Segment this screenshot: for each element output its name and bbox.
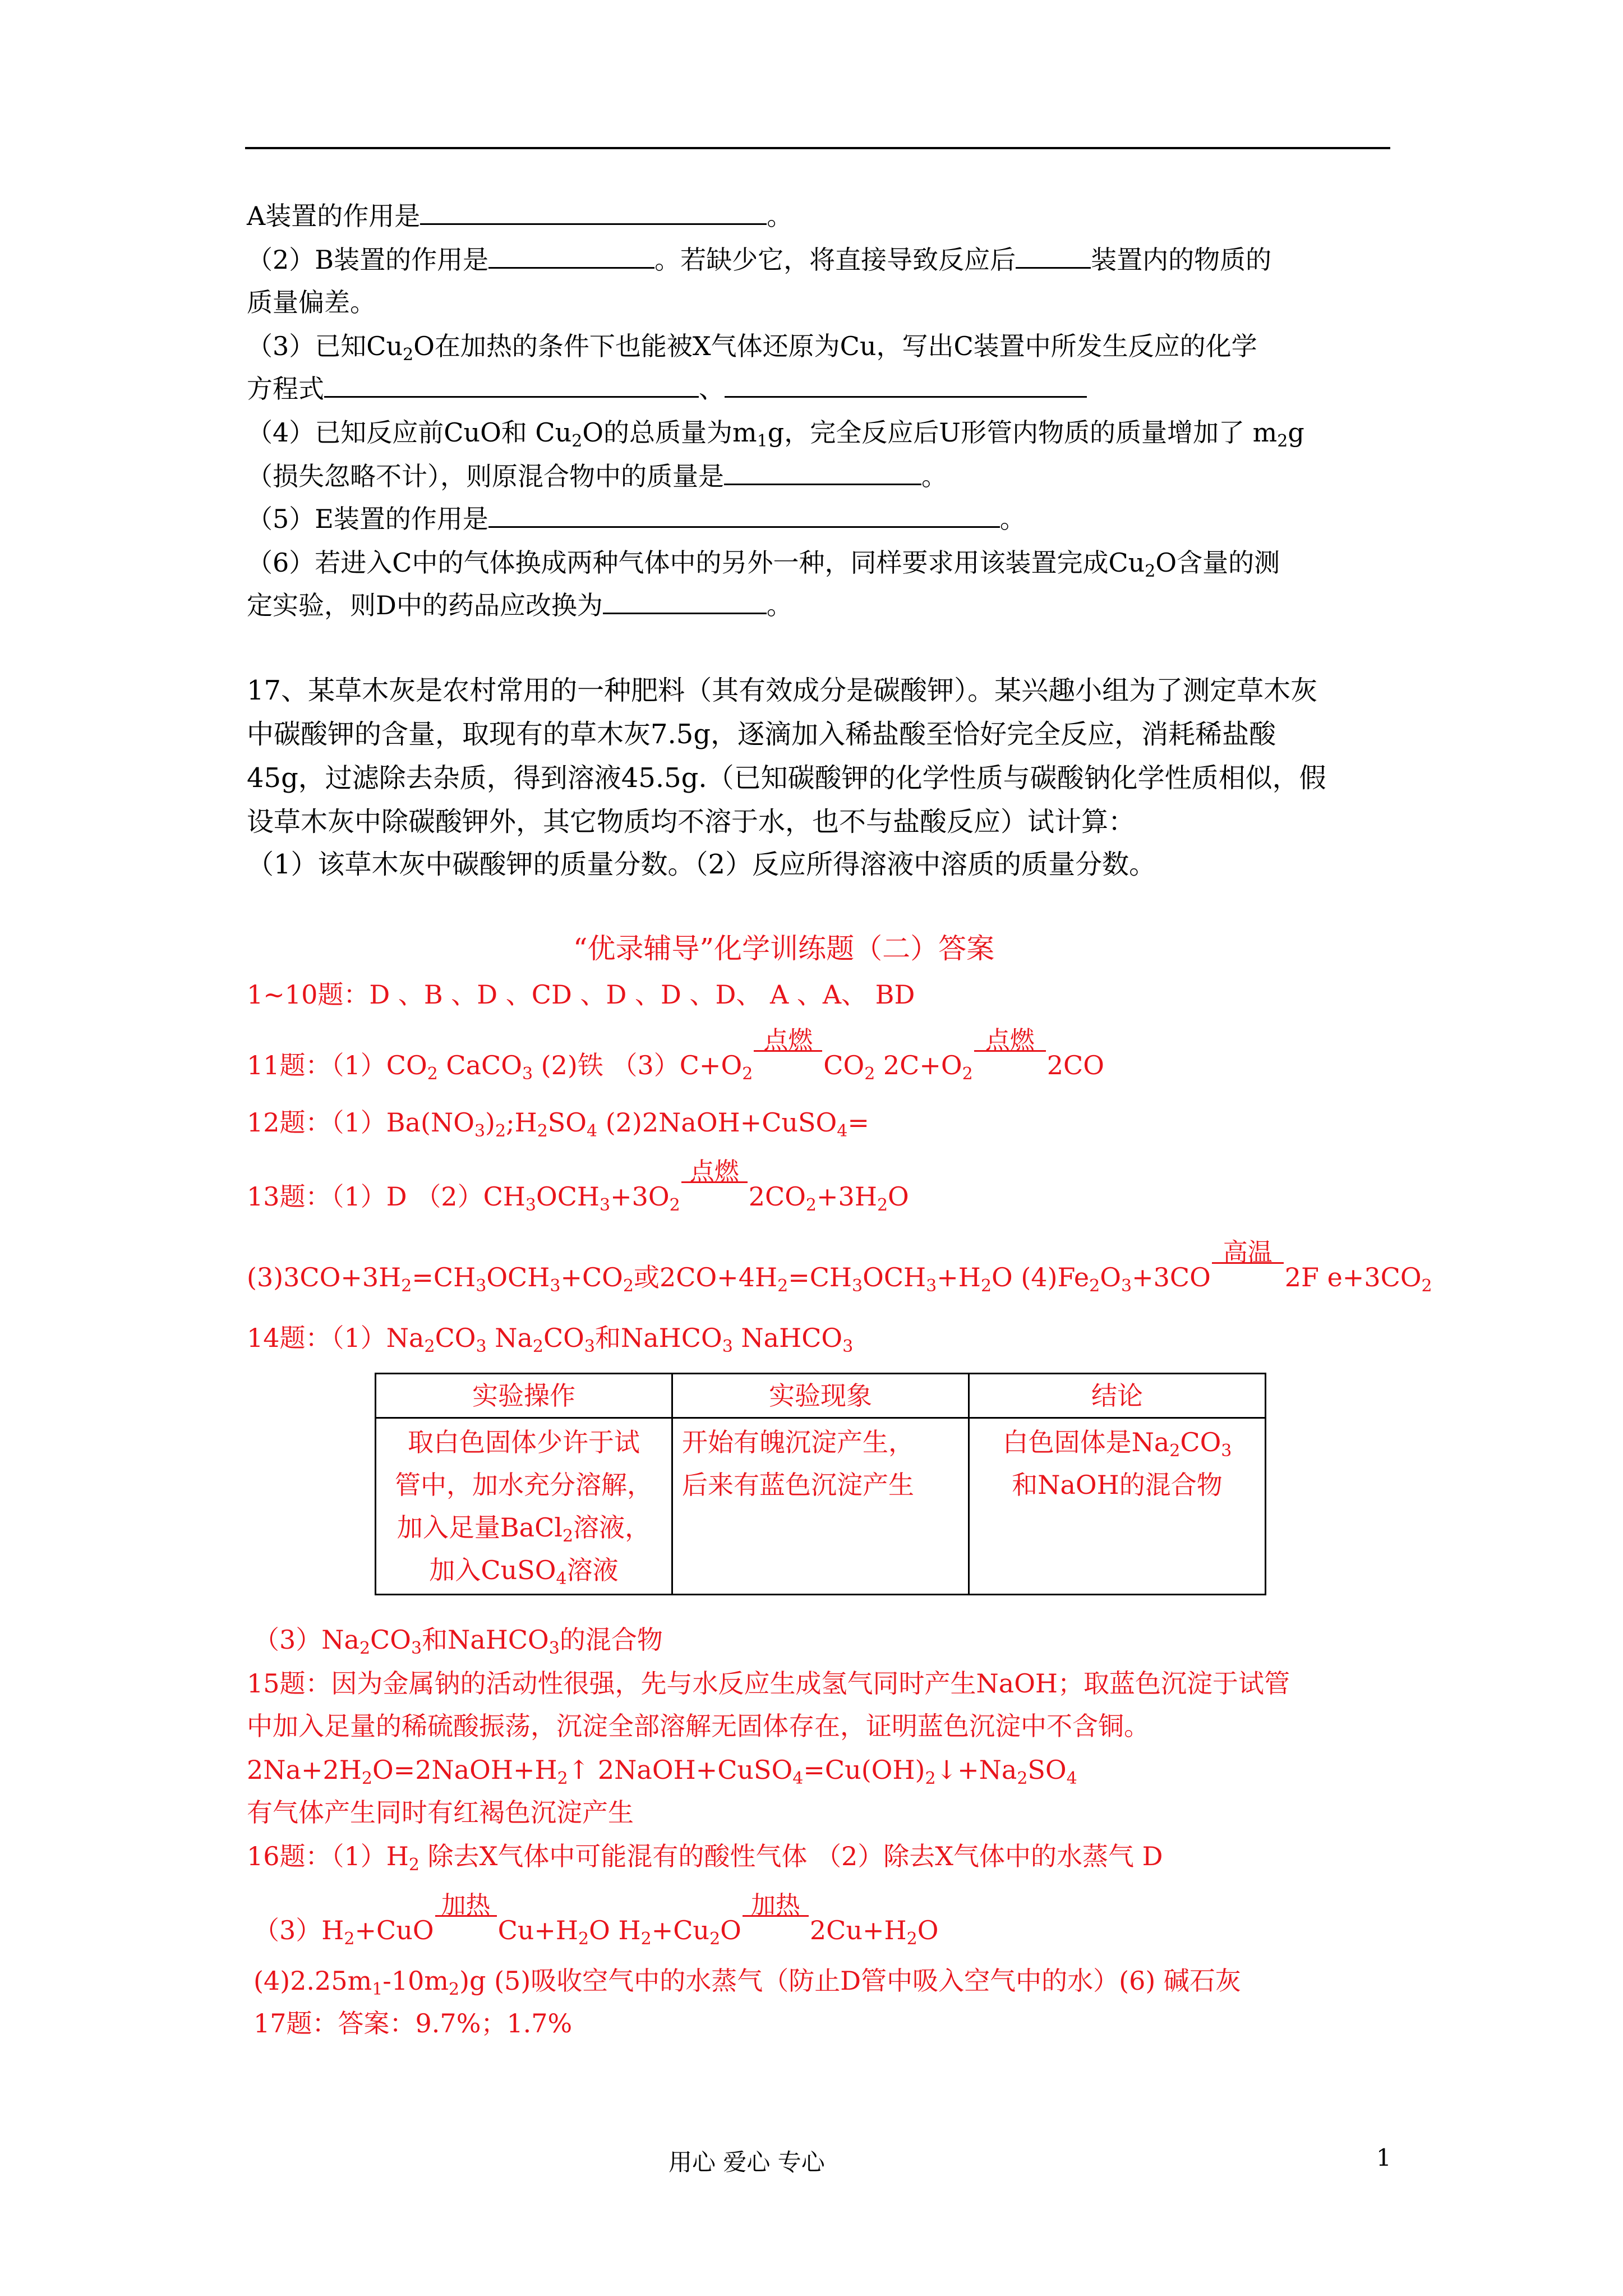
answers-title: “优录辅导”化学训练题（二）答案 xyxy=(573,932,995,965)
q16-part5: （5）E装置的作用是 。 xyxy=(247,501,1026,536)
condition-arrow: 点燃 xyxy=(974,1048,1046,1083)
answer-1-10: 1~10题：D 、B 、D 、CD 、D 、D 、D、 A 、A、 BD xyxy=(247,979,915,1010)
header-rule xyxy=(245,147,1390,149)
table-cell-conclusion: 白色固体是$Na_2CO_3$ 和NaOH的混合物 xyxy=(969,1418,1266,1595)
answer-table xyxy=(375,1373,1266,1595)
condition-arrow: 点燃 xyxy=(754,1048,822,1083)
answer-blank[interactable] xyxy=(488,501,1000,528)
condition-arrow: 加热 xyxy=(435,1913,497,1948)
answer-12: 12题：$(1)Ba(NO_3)_2;H_2SO_4$ (2)2NaOH+CuSO$_4$= xyxy=(247,1107,869,1141)
table-cell-operation: 取白色固体少许于试 管中，加水充分溶解， 加入足量BaCl$_2$溶液， 加入CuSO$_4$溶液 xyxy=(376,1418,672,1595)
q16-a-role: A装置的作用是 。 xyxy=(247,199,792,233)
answer-13-cont: $(3)3CO+3H_2=CH_3OCH_3+CO_2$或$2CO+4H_2=CH_3OCH_3+H_2O$ $(4)Fe_2O_3+3CO$ 高温 2F $e+3CO_2$ xyxy=(247,1238,1432,1296)
page-number: 1 xyxy=(1376,2144,1391,2171)
q16-part2-cont: 质量偏差。 xyxy=(247,287,376,318)
answer-blank[interactable] xyxy=(324,371,699,398)
q17-line1: 17、某草木灰是农村常用的一种肥料（其有效成分是碳酸钾）。某兴趣小组为了测定草木灰 xyxy=(247,675,1318,706)
answer-blank[interactable] xyxy=(724,459,921,485)
answer-17: 17题：答案：9.7%；1.7% xyxy=(253,2008,573,2039)
table-header: 实验现象 xyxy=(672,1374,969,1418)
answer-blank[interactable] xyxy=(603,588,767,614)
condition-arrow: 加热 xyxy=(743,1913,809,1948)
answer-15-line2: 中加入足量的稀硫酸振荡，沉淀全部溶解无固体存在，证明蓝色沉淀中不含铜。 xyxy=(247,1711,1150,1741)
table-cell-phenomenon: 开始有魄沉淀产生， 后来有蓝色沉淀产生 xyxy=(672,1418,969,1595)
answer-15-line4: 有气体产生同时有红褐色沉淀产生 xyxy=(247,1797,634,1828)
q17-line3: 45g，过滤除去杂质，得到溶液45.5g.（已知碳酸钾的化学性质与碳酸钠化学性质相似，假 xyxy=(247,762,1326,794)
q17-line2: 中碳酸钾的含量，取现有的草木灰7.5g，逐滴加入稀盐酸至恰好完全反应，消耗稀盐酸 xyxy=(247,719,1276,750)
answer-blank[interactable] xyxy=(488,242,654,269)
q16-part2: （2）B装置的作用是 。若缺少它，将直接导致反应后 装置内的物质的 xyxy=(247,242,1271,277)
answer-blank[interactable] xyxy=(1016,242,1091,269)
table-header: 结论 xyxy=(969,1374,1266,1418)
answer-15-equation: $2Na+2H_2O=2NaOH+H_2↑$ $2NaOH+CuSO_4=Cu(OH)_2↓+Na_2SO_4$ xyxy=(247,1755,1077,1788)
footer-motto: 用心 爱心 专心 xyxy=(668,2148,825,2176)
answer-16: 16题：$(1)H_2$ 除去X气体中可能混有的酸性气体 （2）除去X气体中的水蒸气 D xyxy=(247,1841,1163,1875)
condition-arrow: 高温 xyxy=(1212,1260,1284,1295)
q16-part3: （3）已知$Cu_2O$在加热的条件下也能被X气体还原为Cu，写出C装置中所发生反应的化学 xyxy=(247,331,1257,365)
answer-blank[interactable] xyxy=(725,371,1087,398)
q16-part6-cont: 定实验，则D中的药品应改换为 。 xyxy=(247,588,792,623)
q16-part3-cont: 方程式 、 xyxy=(247,371,1087,406)
q16-part6: （6）若进入C中的气体换成两种气体中的另外一种，同样要求用该装置完成$Cu_2O$含量的测 xyxy=(247,547,1280,581)
answer-15-line1: 15题：因为金属钠的活动性很强，先与水反应生成氢气同时产生NaOH；取蓝色沉淀于试管 xyxy=(247,1668,1290,1699)
answer-blank[interactable] xyxy=(420,199,767,225)
answer-11: 11题：$(1)CO_2$ CaCO$_3$ (2)铁 $(3)C+O_2$ 点燃 $CO_2$ $2C+O_2$ 点燃 2CO xyxy=(247,1026,1104,1084)
answer-16-3: $(3)H_2+CuO$ 加热 $Cu+H_2O$ $H_2+Cu_2O$ 加热 $2Cu+H_2O$ xyxy=(253,1891,939,1949)
answer-13: 13题：（1）D $(2)CH_3OCH_3+3O_2$ 点燃 $2CO_2+3H_2O$ xyxy=(247,1157,909,1215)
answer-14: 14题：$(1)Na_2CO_3$ $Na_2CO_3$和NaHCO$_3$ NaHCO$_3$ xyxy=(247,1323,854,1356)
q17-line5: （1）该草木灰中碳酸钾的质量分数。（2）反应所得溶液中溶质的质量分数。 xyxy=(247,849,1156,880)
table-header: 实验操作 xyxy=(376,1374,672,1418)
answer-14-3: $(3)Na_2CO_3$和NaHCO$_3$的混合物 xyxy=(253,1625,663,1658)
q16-part4-cont: （损失忽略不计），则原混合物中的质量是 。 xyxy=(247,459,947,494)
condition-arrow: 点燃 xyxy=(681,1179,748,1214)
q17-line4: 设草木灰中除碳酸钾外，其它物质均不溶于水，也不与盐酸反应）试计算： xyxy=(247,806,1136,838)
q16-part4: （4）已知反应前CuO和 $Cu_2O$的总质量为$m_1g$，完全反应后U形管内物质的质量增加了 $m_2g$ xyxy=(247,417,1304,451)
answer-16-4: $(4)2.25m_1-10m_2)g$ (5)吸收空气中的水蒸气（防止D管中吸入空气中的水）(6) 碱石灰 xyxy=(253,1966,1241,1999)
